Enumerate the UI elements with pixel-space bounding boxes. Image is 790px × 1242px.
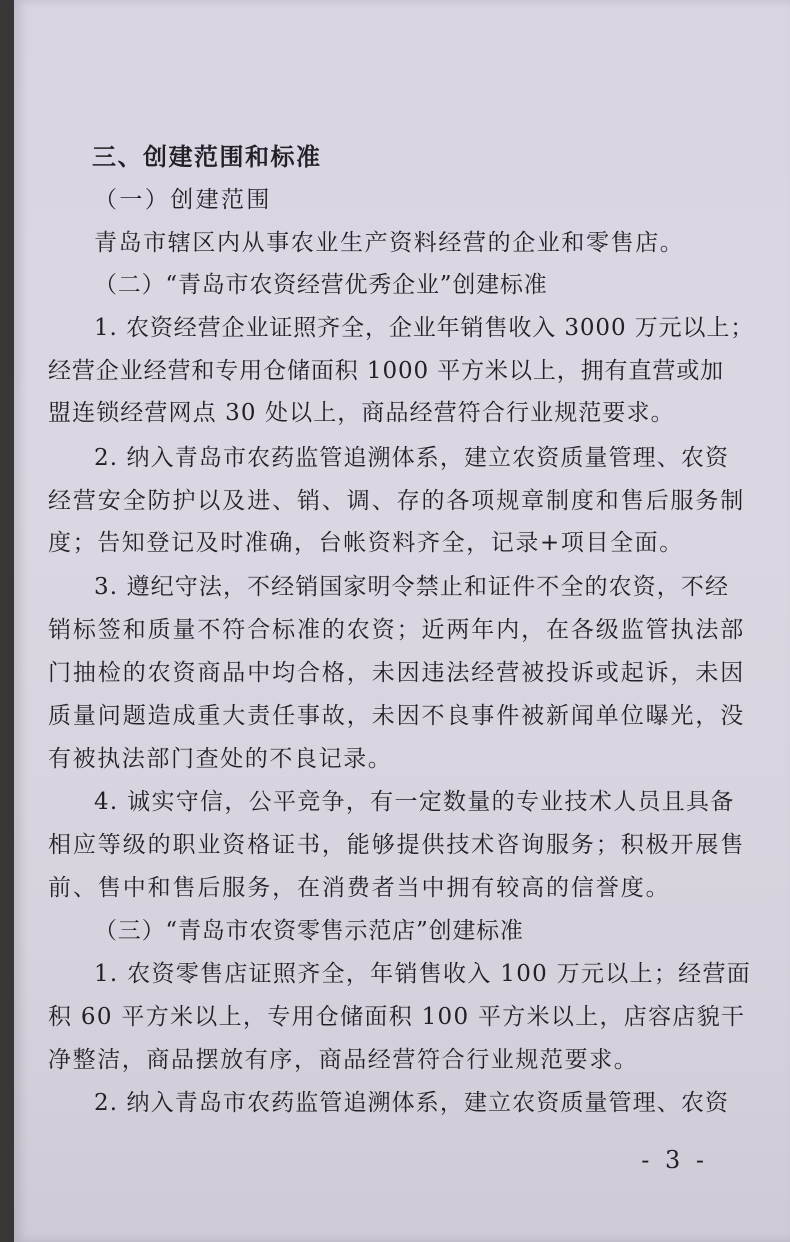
subsection-1-heading: （一）创建范围	[94, 187, 272, 213]
subsection-2-heading: （二）“青岛市农资经营优秀企业”创建标准	[94, 272, 548, 298]
paragraph-line: 2. 纳入青岛市农药监管追溯体系，建立农资质量管理、农资	[94, 1090, 730, 1116]
document-page	[14, 0, 790, 1242]
paragraph-line: 1. 农资经营企业证照齐全，企业年销售收入 3000 万元以上；	[94, 315, 755, 341]
subsection-1-text: 青岛市辖区内从事农业生产资料经营的企业和零售店。	[94, 230, 685, 256]
paragraph-line: 相应等级的职业资格证书，能够提供技术咨询服务；积极开展售	[48, 832, 746, 858]
paragraph-line: 质量问题造成重大责任事故，未因不良事件被新闻单位曝光，没	[48, 703, 746, 729]
paragraph-line: 3. 遵纪守法，不经销国家明令禁止和证件不全的农资，不经	[94, 574, 730, 600]
subsection-3-heading: （三）“青岛市农资零售示范店”创建标准	[94, 918, 524, 944]
paragraph-line: 前、售中和售后服务，在消费者当中拥有较高的信誉度。	[48, 875, 671, 901]
paragraph-line: 门抽检的农资商品中均合格，未因违法经营被投诉或起诉，未因	[48, 660, 746, 686]
paragraph-line: 销标签和质量不符合标准的农资；近两年内，在各级监管执法部	[48, 617, 746, 643]
paragraph-line: 4. 诚实守信，公平竞争，有一定数量的专业技术人员且具备	[94, 789, 735, 815]
paragraph-line: 经营企业经营和专用仓储面积 1000 平方米以上，拥有直营或加	[48, 358, 725, 384]
paragraph-line: 度；告知登记及时准确，台帐资料齐全，记录+项目全面。	[48, 530, 684, 556]
paragraph-line: 2. 纳入青岛市农药监管追溯体系，建立农资质量管理、农资	[94, 445, 730, 471]
paragraph-line: 经营安全防护以及进、销、调、存的各项规章制度和售后服务制	[48, 488, 746, 514]
paragraph-line: 积 60 平方米以上，专用仓储面积 100 平方米以上，店容店貌干	[48, 1004, 746, 1030]
page-number: - 3 -	[641, 1146, 708, 1174]
paragraph-line: 盟连锁经营网点 30 处以上，商品经营符合行业规范要求。	[48, 400, 675, 426]
paragraph-line: 净整洁，商品摆放有序，商品经营符合行业规范要求。	[48, 1047, 639, 1073]
section-heading: 三、创建范围和标准	[92, 142, 322, 171]
paragraph-line: 有被执法部门查处的不良记录。	[48, 746, 393, 772]
paragraph-line: 1. 农资零售店证照齐全，年销售收入 100 万元以上；经营面	[94, 961, 752, 987]
